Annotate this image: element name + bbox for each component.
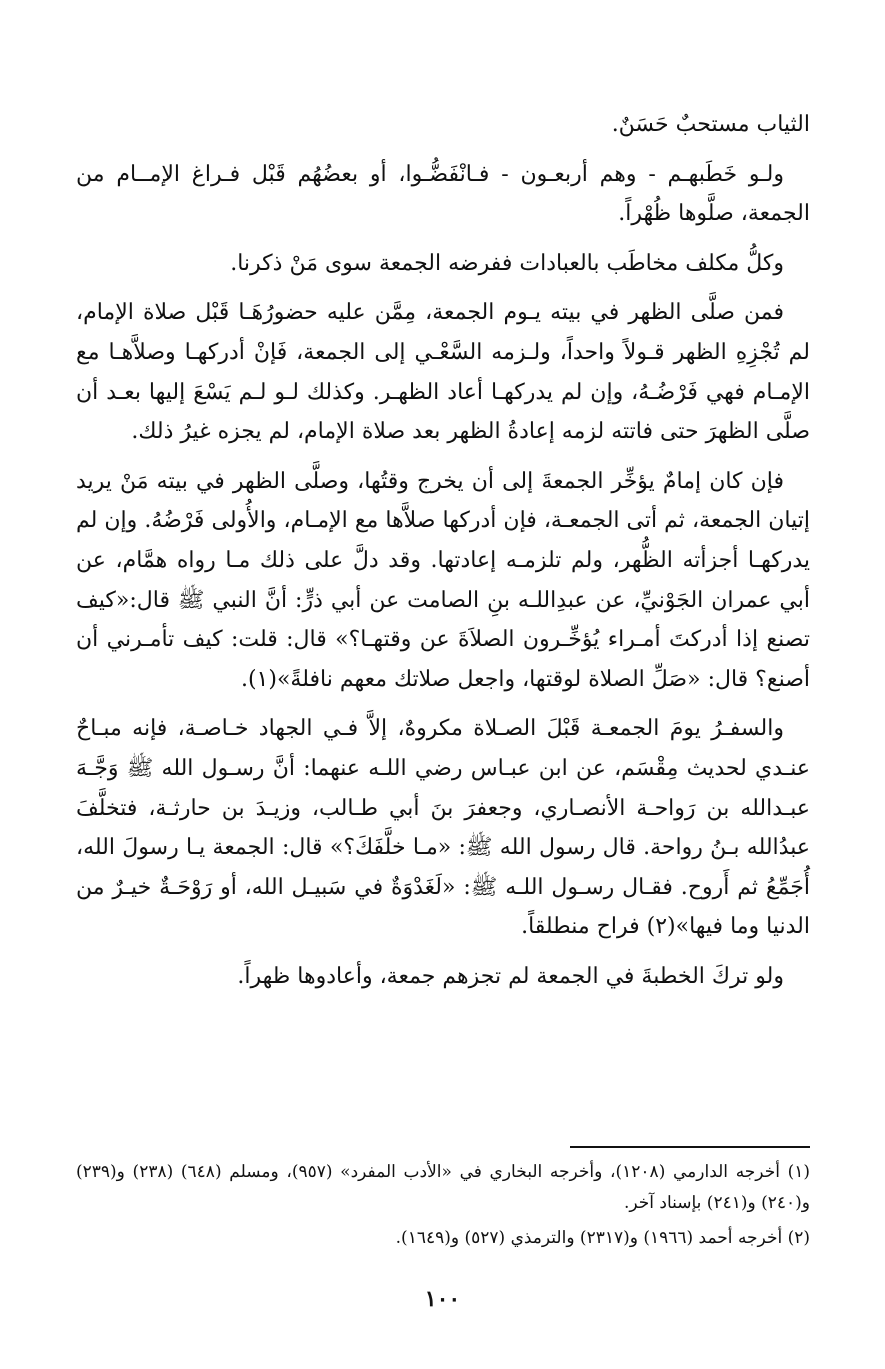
footnote-divider xyxy=(570,1146,810,1148)
paragraph: ولـو خَطَبهـم - وهم أربعـون - فـانْفَضُّـوا، أو بعضُهُم قَبْل فـراغ الإمــام من الجمعة، صلَّوها ظُهْراً. xyxy=(76,161,810,227)
paragraph: ولو تركَ الخطبةَ في الجمعة لم تجزهم جمعة، وأعادوها ظهراً. xyxy=(237,963,784,989)
paragraph: فإن كان إمامٌ يؤخِّر الجمعةَ إلى أن يخرج وقتُها، وصلَّى الظهر في بيته مَنْ يريد إتيان الجمعة، ثم أتى الجمعـة، فإن أدركها صلاَّها مع الإمـام، والأُولى فَرْضُهُ. وإن لم يدركهـا أجزأته الظُّهر، ولم تلزمـه إعادتها. وقد دلَّ على ذلك مـا رواه همَّام، عن أبي عمران الجَوْنيِّ، عن عبدِاللـه بنِ الصامت عن أبي ذرٍّ: أنَّ النبي ﷺ قال:«كيف تصنع إذا أدركتَ أمـراء يُؤخِّـرون الصلاَةَ عن وقتهـا؟» قال: قلت: كيف تأمـرني أن أصنع؟ قال: «صَلِّ الصلاة لوقتها، واجعل صلاتك معهم نافلةً»(١). xyxy=(76,468,810,692)
footnote-1: (١) أخرجه الدارمي (١٢٠٨)، وأخرجه البخاري في «الأدب المفرد» (٩٥٧)، ومسلم (٦٤٨) (٢٣٨) و(٢٣٩) و(٢٤٠) و(٢٤١) بإسناد آخر. xyxy=(76,1162,811,1213)
paragraph: الثياب مستحبٌ حَسَنٌ. xyxy=(611,112,810,137)
paragraph: فمن صلَّى الظهر في بيته يـوم الجمعة، مِمَّن عليه حضورُهَـا قَبْل صلاة الإمام، لم تُجْزِهِ الظهر قـولاً واحداً، ولـزمه السَّعْـي إلى الجمعة، فَإنْ أدركهـا وصلاَّهـا مع الإمـام فهي فَرْضُـهُ، وإن لم يدركهـا أعاد الظهـر. وكذلك لـو لـم يَسْعَ إليها بعـد أن صلَّى الظهرَ حتى فاتته لزمه إعادةُ الظهر بعد صلاة الإمام، لم يجزه غيرُ ذلك. xyxy=(76,300,810,445)
page-number: ١٠٠ xyxy=(424,1286,461,1312)
footnotes xyxy=(76,1157,810,1258)
main-text xyxy=(76,105,810,1006)
footnote-2: (٢) أخرجه أحمد (١٩٦٦) و(٢٣١٧) والترمذي (٥٢٧) و(١٦٤٩). xyxy=(395,1228,810,1248)
paragraph: والسفـرُ يومَ الجمعـة قَبْلَ الصـلاة مكروهٌ، إلاَّ فـي الجهاد خـاصـة، فإنه مبـاحٌ عنـدي لحديث مِقْسَم، عن ابن عبـاس رضي اللـه عنهما: أنَّ رسـول الله ﷺ وَجَّـهَ عبـدالله بن رَواحـة الأنصـاري، وجعفرَ بنَ أبي طـالب، وزيـدَ بن حارثـة، فتخلَّفَ عبدُالله بـنُ رواحة. قال رسول الله ﷺ: «مـا خلَّفَكَ؟» قال: الجمعة يـا رسولَ الله، أُجَمِّعُ ثم أَروح. فقـال رسـول اللـه ﷺ: «لَغَدْوَةٌ في سَبيـل الله، أو رَوْحَـةٌ خيـرٌ من الدنيا وما فيها»(٢) فراح منطلقاً. xyxy=(76,716,811,940)
paragraph: وكلُّ مكلف مخاطَب بالعبادات ففرضه الجمعة سوى مَنْ ذكرنا. xyxy=(230,250,784,276)
